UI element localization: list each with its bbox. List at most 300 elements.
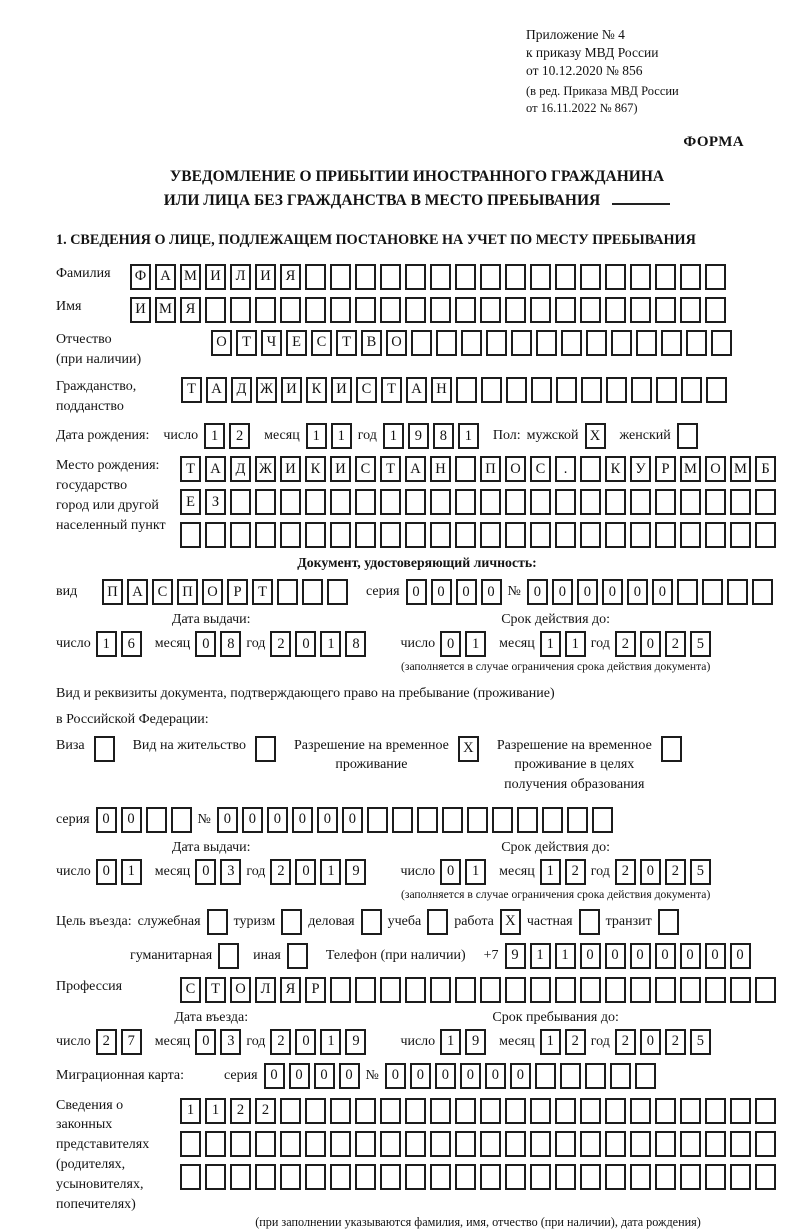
form-cell[interactable]	[705, 1164, 726, 1190]
form-cell[interactable]	[230, 489, 251, 515]
form-cell[interactable]	[680, 1164, 701, 1190]
form-cell[interactable]	[727, 579, 748, 605]
form-cell[interactable]: 0	[627, 579, 648, 605]
form-cell[interactable]	[630, 1164, 651, 1190]
form-cell[interactable]: 0	[652, 579, 673, 605]
form-cell[interactable]	[730, 1164, 751, 1190]
form-cell[interactable]: 2	[229, 423, 250, 449]
form-cell[interactable]	[580, 977, 601, 1003]
form-cell[interactable]	[630, 264, 651, 290]
form-cell[interactable]: X	[458, 736, 479, 762]
form-cell[interactable]: У	[630, 456, 651, 482]
form-cell[interactable]: А	[406, 377, 427, 403]
form-cell[interactable]: К	[605, 456, 626, 482]
form-cell[interactable]: 1	[383, 423, 404, 449]
form-cell[interactable]	[681, 377, 702, 403]
form-cell[interactable]	[480, 1131, 501, 1157]
form-cell[interactable]: 0	[195, 1029, 216, 1055]
form-cell[interactable]	[655, 977, 676, 1003]
form-cell[interactable]: X	[500, 909, 521, 935]
form-cell[interactable]: 1	[540, 631, 561, 657]
form-cell[interactable]	[730, 1098, 751, 1124]
form-cell[interactable]: 3	[220, 859, 241, 885]
form-cell[interactable]: Р	[655, 456, 676, 482]
form-cell[interactable]	[755, 522, 776, 548]
form-cell[interactable]	[430, 977, 451, 1003]
form-cell[interactable]	[355, 264, 376, 290]
form-cell[interactable]	[505, 489, 526, 515]
form-cell[interactable]: 8	[220, 631, 241, 657]
form-cell[interactable]: 9	[505, 943, 526, 969]
form-cell[interactable]: 0	[385, 1063, 406, 1089]
form-cell[interactable]: Е	[180, 489, 201, 515]
form-cell[interactable]	[430, 1164, 451, 1190]
form-cell[interactable]	[536, 330, 557, 356]
form-cell[interactable]: А	[206, 377, 227, 403]
form-cell[interactable]	[705, 264, 726, 290]
form-cell[interactable]	[506, 377, 527, 403]
form-cell[interactable]: 0	[242, 807, 263, 833]
form-cell[interactable]	[752, 579, 773, 605]
form-cell[interactable]	[455, 264, 476, 290]
form-cell[interactable]	[146, 807, 167, 833]
form-cell[interactable]	[486, 330, 507, 356]
form-cell[interactable]	[455, 489, 476, 515]
form-cell[interactable]	[605, 977, 626, 1003]
form-cell[interactable]	[655, 1164, 676, 1190]
form-cell[interactable]	[405, 264, 426, 290]
form-cell[interactable]	[367, 807, 388, 833]
form-cell[interactable]	[305, 522, 326, 548]
form-cell[interactable]: 0	[96, 859, 117, 885]
form-cell[interactable]	[730, 522, 751, 548]
form-cell[interactable]	[480, 522, 501, 548]
form-cell[interactable]: М	[680, 456, 701, 482]
form-cell[interactable]	[355, 297, 376, 323]
form-cell[interactable]	[405, 1098, 426, 1124]
form-cell[interactable]	[630, 1131, 651, 1157]
form-cell[interactable]	[480, 977, 501, 1003]
form-cell[interactable]	[330, 1098, 351, 1124]
form-cell[interactable]	[677, 423, 698, 449]
form-cell[interactable]	[505, 977, 526, 1003]
form-cell[interactable]	[530, 977, 551, 1003]
form-cell[interactable]	[430, 264, 451, 290]
form-cell[interactable]: Т	[205, 977, 226, 1003]
form-cell[interactable]	[656, 377, 677, 403]
form-cell[interactable]: 3	[220, 1029, 241, 1055]
form-cell[interactable]	[305, 1131, 326, 1157]
form-cell[interactable]	[180, 1164, 201, 1190]
form-cell[interactable]: 1	[530, 943, 551, 969]
form-cell[interactable]	[705, 522, 726, 548]
form-cell[interactable]: Д	[230, 456, 251, 482]
form-cell[interactable]	[455, 977, 476, 1003]
form-cell[interactable]	[467, 807, 488, 833]
form-cell[interactable]	[555, 297, 576, 323]
form-cell[interactable]	[355, 489, 376, 515]
form-cell[interactable]	[277, 579, 298, 605]
form-cell[interactable]	[330, 1131, 351, 1157]
form-cell[interactable]	[255, 1164, 276, 1190]
form-cell[interactable]: П	[177, 579, 198, 605]
form-cell[interactable]	[655, 264, 676, 290]
form-cell[interactable]	[705, 977, 726, 1003]
form-cell[interactable]	[281, 909, 302, 935]
form-cell[interactable]	[755, 1131, 776, 1157]
form-cell[interactable]	[330, 977, 351, 1003]
form-cell[interactable]	[556, 377, 577, 403]
form-cell[interactable]: 0	[339, 1063, 360, 1089]
form-cell[interactable]	[677, 579, 698, 605]
form-cell[interactable]	[530, 1131, 551, 1157]
form-cell[interactable]: Ж	[255, 456, 276, 482]
form-cell[interactable]: 1	[320, 1029, 341, 1055]
form-cell[interactable]: 0	[552, 579, 573, 605]
form-cell[interactable]	[505, 297, 526, 323]
form-cell[interactable]: 0	[481, 579, 502, 605]
form-cell[interactable]	[535, 1063, 556, 1089]
form-cell[interactable]	[480, 297, 501, 323]
form-cell[interactable]: С	[180, 977, 201, 1003]
form-cell[interactable]	[585, 1063, 606, 1089]
form-cell[interactable]: 2	[96, 1029, 117, 1055]
form-cell[interactable]	[631, 377, 652, 403]
form-cell[interactable]	[580, 1098, 601, 1124]
form-cell[interactable]	[605, 1164, 626, 1190]
form-cell[interactable]: 0	[577, 579, 598, 605]
form-cell[interactable]	[330, 1164, 351, 1190]
form-cell[interactable]: Ч	[261, 330, 282, 356]
form-cell[interactable]	[580, 1131, 601, 1157]
form-cell[interactable]	[492, 807, 513, 833]
form-cell[interactable]: О	[505, 456, 526, 482]
form-cell[interactable]: 0	[456, 579, 477, 605]
form-cell[interactable]: 2	[615, 631, 636, 657]
form-cell[interactable]: И	[330, 456, 351, 482]
form-cell[interactable]: 0	[680, 943, 701, 969]
form-cell[interactable]	[455, 522, 476, 548]
form-cell[interactable]: Т	[380, 456, 401, 482]
form-cell[interactable]: 9	[408, 423, 429, 449]
form-cell[interactable]: 5	[690, 859, 711, 885]
form-cell[interactable]	[205, 297, 226, 323]
form-cell[interactable]: Н	[430, 456, 451, 482]
form-cell[interactable]	[280, 522, 301, 548]
form-cell[interactable]	[705, 489, 726, 515]
form-cell[interactable]	[417, 807, 438, 833]
form-cell[interactable]	[456, 377, 477, 403]
form-cell[interactable]	[380, 977, 401, 1003]
form-cell[interactable]	[680, 1098, 701, 1124]
form-cell[interactable]: 2	[615, 1029, 636, 1055]
form-cell[interactable]: 9	[345, 859, 366, 885]
form-cell[interactable]: Я	[280, 977, 301, 1003]
form-cell[interactable]: 0	[460, 1063, 481, 1089]
form-cell[interactable]	[658, 909, 679, 935]
form-cell[interactable]	[680, 1131, 701, 1157]
form-cell[interactable]	[305, 297, 326, 323]
form-cell[interactable]	[461, 330, 482, 356]
form-cell[interactable]: 0	[440, 631, 461, 657]
form-cell[interactable]	[730, 977, 751, 1003]
form-cell[interactable]: К	[306, 377, 327, 403]
form-cell[interactable]: 0	[195, 859, 216, 885]
form-cell[interactable]: Б	[755, 456, 776, 482]
form-cell[interactable]: 0	[295, 859, 316, 885]
form-cell[interactable]	[405, 977, 426, 1003]
form-cell[interactable]	[230, 297, 251, 323]
form-cell[interactable]	[555, 1131, 576, 1157]
form-cell[interactable]: М	[155, 297, 176, 323]
form-cell[interactable]	[255, 1131, 276, 1157]
form-cell[interactable]	[610, 1063, 631, 1089]
form-cell[interactable]: 0	[510, 1063, 531, 1089]
form-cell[interactable]: 0	[295, 631, 316, 657]
form-cell[interactable]: 0	[96, 807, 117, 833]
form-cell[interactable]	[561, 330, 582, 356]
form-cell[interactable]	[361, 909, 382, 935]
form-cell[interactable]	[530, 264, 551, 290]
form-cell[interactable]: П	[102, 579, 123, 605]
form-cell[interactable]	[580, 456, 601, 482]
form-cell[interactable]: Ж	[256, 377, 277, 403]
form-cell[interactable]	[530, 1164, 551, 1190]
form-cell[interactable]	[605, 1131, 626, 1157]
form-cell[interactable]	[280, 1098, 301, 1124]
form-cell[interactable]	[280, 1164, 301, 1190]
form-cell[interactable]: 2	[270, 1029, 291, 1055]
form-cell[interactable]: Л	[255, 977, 276, 1003]
form-cell[interactable]	[230, 1164, 251, 1190]
form-cell[interactable]: 0	[314, 1063, 335, 1089]
form-cell[interactable]	[427, 909, 448, 935]
form-cell[interactable]	[605, 1098, 626, 1124]
form-cell[interactable]: 0	[640, 1029, 661, 1055]
form-cell[interactable]	[605, 489, 626, 515]
form-cell[interactable]	[171, 807, 192, 833]
form-cell[interactable]	[655, 1131, 676, 1157]
form-cell[interactable]	[655, 1098, 676, 1124]
form-cell[interactable]	[630, 1098, 651, 1124]
form-cell[interactable]	[706, 377, 727, 403]
form-cell[interactable]: С	[356, 377, 377, 403]
form-cell[interactable]	[555, 977, 576, 1003]
form-cell[interactable]: 0	[217, 807, 238, 833]
form-cell[interactable]: 2	[665, 1029, 686, 1055]
form-cell[interactable]	[661, 736, 682, 762]
form-cell[interactable]	[686, 330, 707, 356]
form-cell[interactable]: 1	[331, 423, 352, 449]
form-cell[interactable]	[455, 1098, 476, 1124]
form-cell[interactable]	[355, 522, 376, 548]
form-cell[interactable]	[481, 377, 502, 403]
form-cell[interactable]	[605, 522, 626, 548]
form-cell[interactable]: И	[130, 297, 151, 323]
form-cell[interactable]: 9	[465, 1029, 486, 1055]
form-cell[interactable]: З	[205, 489, 226, 515]
form-cell[interactable]	[380, 1131, 401, 1157]
form-cell[interactable]	[636, 330, 657, 356]
form-cell[interactable]: Л	[230, 264, 251, 290]
form-cell[interactable]: 1	[320, 631, 341, 657]
form-cell[interactable]	[555, 522, 576, 548]
form-cell[interactable]	[505, 522, 526, 548]
form-cell[interactable]: Я	[280, 264, 301, 290]
form-cell[interactable]	[405, 1131, 426, 1157]
form-cell[interactable]: 0	[317, 807, 338, 833]
form-cell[interactable]: 7	[121, 1029, 142, 1055]
form-cell[interactable]	[655, 522, 676, 548]
form-cell[interactable]	[355, 1164, 376, 1190]
form-cell[interactable]	[705, 1131, 726, 1157]
form-cell[interactable]: 0	[440, 859, 461, 885]
form-cell[interactable]: 1	[121, 859, 142, 885]
form-cell[interactable]: 1	[465, 859, 486, 885]
form-cell[interactable]	[287, 943, 308, 969]
form-cell[interactable]	[442, 807, 463, 833]
form-cell[interactable]	[655, 297, 676, 323]
form-cell[interactable]	[255, 297, 276, 323]
form-cell[interactable]	[517, 807, 538, 833]
form-cell[interactable]	[305, 1164, 326, 1190]
form-cell[interactable]: И	[280, 456, 301, 482]
form-cell[interactable]	[755, 489, 776, 515]
form-cell[interactable]	[555, 264, 576, 290]
form-cell[interactable]	[355, 1098, 376, 1124]
form-cell[interactable]	[327, 579, 348, 605]
form-cell[interactable]	[405, 297, 426, 323]
form-cell[interactable]: 0	[640, 631, 661, 657]
form-cell[interactable]: 0	[605, 943, 626, 969]
form-cell[interactable]: С	[530, 456, 551, 482]
form-cell[interactable]	[430, 522, 451, 548]
form-cell[interactable]: И	[255, 264, 276, 290]
form-cell[interactable]	[355, 1131, 376, 1157]
form-cell[interactable]: 2	[565, 859, 586, 885]
form-cell[interactable]	[455, 456, 476, 482]
form-cell[interactable]	[505, 1164, 526, 1190]
form-cell[interactable]: 0	[640, 859, 661, 885]
form-cell[interactable]	[380, 297, 401, 323]
form-cell[interactable]: 0	[410, 1063, 431, 1089]
form-cell[interactable]: 2	[270, 859, 291, 885]
form-cell[interactable]	[635, 1063, 656, 1089]
form-cell[interactable]	[305, 264, 326, 290]
form-cell[interactable]	[205, 1131, 226, 1157]
form-cell[interactable]: 1	[180, 1098, 201, 1124]
form-cell[interactable]	[505, 1131, 526, 1157]
form-cell[interactable]	[255, 522, 276, 548]
form-cell[interactable]: 0	[195, 631, 216, 657]
form-cell[interactable]: 1	[205, 1098, 226, 1124]
form-cell[interactable]	[180, 522, 201, 548]
form-cell[interactable]	[530, 522, 551, 548]
form-cell[interactable]	[705, 297, 726, 323]
form-cell[interactable]: 1	[540, 1029, 561, 1055]
form-cell[interactable]	[207, 909, 228, 935]
form-cell[interactable]	[580, 297, 601, 323]
form-cell[interactable]	[505, 1098, 526, 1124]
form-cell[interactable]	[555, 489, 576, 515]
form-cell[interactable]	[655, 489, 676, 515]
form-cell[interactable]	[94, 736, 115, 762]
form-cell[interactable]	[580, 1164, 601, 1190]
form-cell[interactable]: 0	[292, 807, 313, 833]
form-cell[interactable]	[405, 522, 426, 548]
form-cell[interactable]	[755, 977, 776, 1003]
form-cell[interactable]: А	[405, 456, 426, 482]
form-cell[interactable]	[430, 297, 451, 323]
form-cell[interactable]	[480, 1098, 501, 1124]
form-cell[interactable]: 0	[435, 1063, 456, 1089]
form-cell[interactable]: 0	[121, 807, 142, 833]
form-cell[interactable]	[605, 297, 626, 323]
form-cell[interactable]	[711, 330, 732, 356]
form-cell[interactable]: И	[331, 377, 352, 403]
form-cell[interactable]: Е	[286, 330, 307, 356]
form-cell[interactable]: 0	[527, 579, 548, 605]
form-cell[interactable]: В	[361, 330, 382, 356]
form-cell[interactable]	[580, 264, 601, 290]
form-cell[interactable]: 1	[440, 1029, 461, 1055]
form-cell[interactable]	[730, 489, 751, 515]
form-cell[interactable]	[542, 807, 563, 833]
form-cell[interactable]	[230, 1131, 251, 1157]
form-cell[interactable]	[305, 489, 326, 515]
form-cell[interactable]: О	[202, 579, 223, 605]
form-cell[interactable]	[530, 489, 551, 515]
form-cell[interactable]	[480, 1164, 501, 1190]
form-cell[interactable]	[330, 489, 351, 515]
form-cell[interactable]: М	[180, 264, 201, 290]
form-cell[interactable]	[330, 297, 351, 323]
form-cell[interactable]: 0	[267, 807, 288, 833]
form-cell[interactable]: Р	[227, 579, 248, 605]
form-cell[interactable]	[579, 909, 600, 935]
form-cell[interactable]: 2	[230, 1098, 251, 1124]
form-cell[interactable]: 1	[96, 631, 117, 657]
form-cell[interactable]: Т	[180, 456, 201, 482]
form-cell[interactable]: О	[211, 330, 232, 356]
form-cell[interactable]: С	[355, 456, 376, 482]
form-cell[interactable]	[702, 579, 723, 605]
form-cell[interactable]: 1	[540, 859, 561, 885]
form-cell[interactable]: 0	[431, 579, 452, 605]
form-cell[interactable]: Т	[252, 579, 273, 605]
form-cell[interactable]	[411, 330, 432, 356]
form-cell[interactable]	[530, 1098, 551, 1124]
form-cell[interactable]	[380, 1164, 401, 1190]
form-cell[interactable]	[430, 489, 451, 515]
form-cell[interactable]	[330, 264, 351, 290]
form-cell[interactable]: 6	[121, 631, 142, 657]
form-cell[interactable]: М	[730, 456, 751, 482]
form-cell[interactable]: А	[205, 456, 226, 482]
form-cell[interactable]	[205, 1164, 226, 1190]
form-cell[interactable]	[455, 297, 476, 323]
form-cell[interactable]	[405, 1164, 426, 1190]
form-cell[interactable]	[586, 330, 607, 356]
form-cell[interactable]	[230, 522, 251, 548]
form-cell[interactable]: О	[230, 977, 251, 1003]
form-cell[interactable]: 2	[270, 631, 291, 657]
form-cell[interactable]	[392, 807, 413, 833]
form-cell[interactable]: 0	[406, 579, 427, 605]
form-cell[interactable]: К	[305, 456, 326, 482]
form-cell[interactable]: 8	[433, 423, 454, 449]
form-cell[interactable]	[555, 1098, 576, 1124]
